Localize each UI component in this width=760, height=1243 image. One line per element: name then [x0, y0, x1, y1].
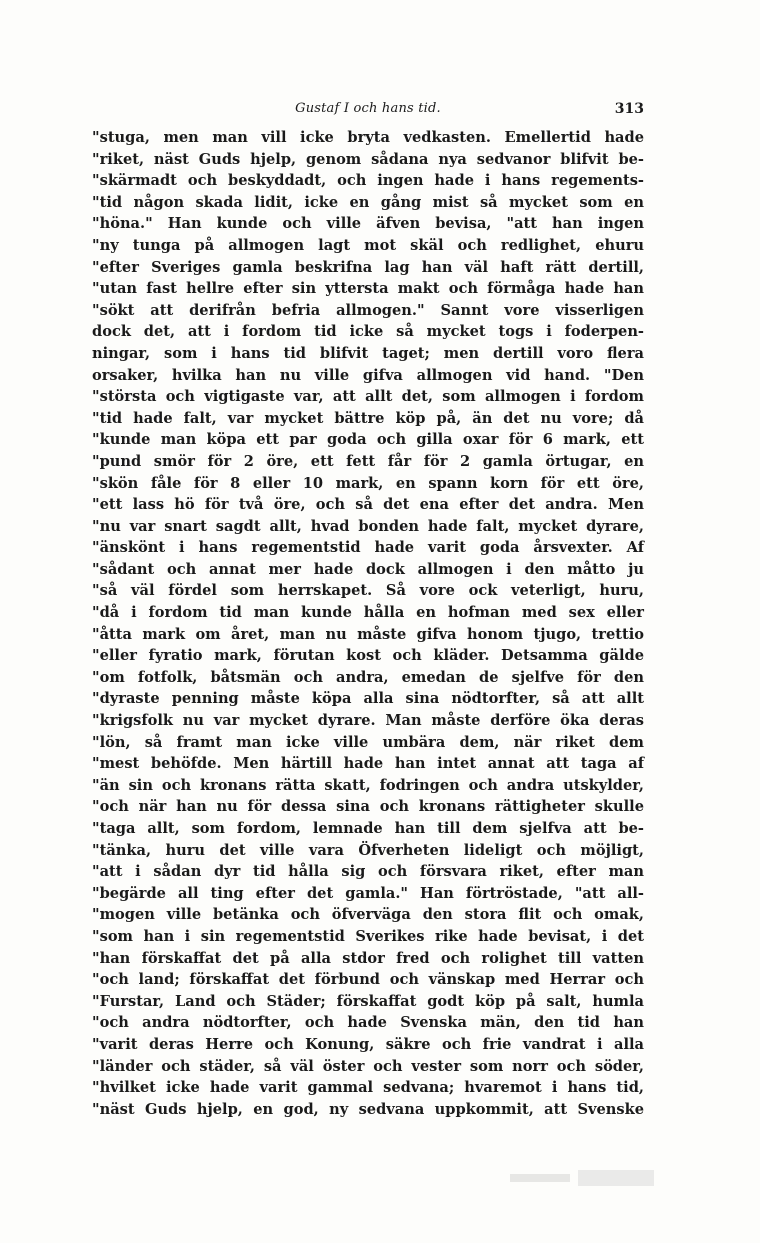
text-line: "att i sådan dyr tid hålla sig och försvara riket, efter man [92, 863, 644, 881]
text-line: "som han i sin regementstid Sverikes rike hade bevisat, i det [92, 927, 644, 945]
text-line: "om fotfolk, båtsmän och andra, emedan de sjelfve för den [92, 668, 644, 686]
text-line: "krigsfolk nu var mycket dyrare. Man måste derföre öka deras [92, 712, 644, 730]
text-line: "ett lass hö för två öre, och så det ena efter det andra. Men [92, 496, 644, 514]
text-line: "Furstar, Land och Städer; förskaffat godt köp på salt, humla [92, 992, 644, 1010]
text-line: "taga allt, som fordom, lemnade han till dem sjelfva att be- [92, 820, 644, 837]
text-line: "höna." Han kunde och ville äfven bevisa, "att han ingen [92, 215, 644, 233]
text-line: "än sin och kronans rätta skatt, fodringen och andra utskylder, [92, 776, 644, 794]
text-line: "skön fåle för 8 eller 10 mark, en spann korn för ett öre, [92, 474, 644, 492]
text-line: "kunde man köpa ett par goda och gilla oxar för 6 mark, ett [92, 431, 644, 449]
text-line: "eller fyratio mark, förutan kost och kläder. Detsamma gälde [92, 647, 644, 665]
text-line: "lön, så framt man icke ville umbära dem, när riket dem [92, 733, 644, 751]
library-stamp-mark [508, 1168, 658, 1190]
text-line: "och land; förskaffat det förbund och vänskap med Herrar och [92, 971, 644, 989]
text-line: "ny tunga på allmogen lagt mot skäl och redlighet, ehuru [92, 236, 644, 254]
text-line: "länder och städer, så väl öster och vester som norr och söder, [92, 1057, 644, 1075]
text-line: ningar, som i hans tid blifvit taget; men dertill voro flera [92, 344, 644, 362]
text-line: "änskönt i hans regementstid hade varit goda årsvexter. Af [92, 539, 644, 557]
text-line: "stuga, men man vill icke bryta vedkasten. Emellertid hade [92, 129, 644, 146]
text-line: "skärmadt och beskyddadt, och ingen hade i hans regements- [92, 172, 644, 190]
text-line: "han förskaffat det på alla stdor fred och rolighet till vatten [92, 949, 644, 967]
text-line: "mest behöfde. Men härtill hade han intet annat att taga af [92, 755, 644, 773]
page-number: 313 [614, 101, 644, 117]
text-line: "åtta mark om året, man nu måste gifva honom tjugo, trettio [92, 625, 644, 643]
text-line: "och andra nödtorfter, och hade Svenska män, den tid han [92, 1014, 644, 1032]
text-line: "tid någon skada lidit, icke en gång mist så mycket som en [92, 193, 644, 211]
text-line: "så väl fördel som herrskapet. Så vore ock veterligt, huru, [92, 582, 644, 600]
text-line: "riket, näst Guds hjelp, genom sådana nya sedvanor blifvit be- [92, 150, 644, 168]
running-title: Gustaf I och hans tid. [295, 101, 441, 116]
text-line: "då i fordom tid man kunde hålla en hofman med sex eller [92, 604, 644, 622]
running-head [92, 100, 644, 122]
text-line: "tänka, huru det ville vara Öfverheten lideligt och möjligt, [92, 841, 644, 859]
text-line: "näst Guds hjelp, en god, ny sedvana uppkommit, att Svenske [92, 1100, 644, 1118]
text-line: dock det, att i fordom tid icke så mycket togs i foderpen- [92, 323, 644, 341]
text-line: "största och vigtigaste var, att allt det, som allmogen i fordom [92, 388, 644, 406]
text-line: "efter Sveriges gamla beskrifna lag han väl haft rätt dertill, [92, 258, 644, 276]
text-line: "dyraste penning måste köpa alla sina nödtorfter, så att allt [92, 690, 644, 708]
text-line: "tid hade falt, var mycket bättre köp på, än det nu vore; då [92, 409, 644, 427]
text-line: "varit deras Herre och Konung, säkre och frie vandrat i alla [92, 1035, 644, 1053]
text-line: "utan fast hellre efter sin yttersta makt och förmåga hade han [92, 280, 644, 298]
text-line: "sökt att derifrån befria allmogen." Sannt vore visserligen [92, 301, 644, 319]
text-line: "hvilket icke hade varit gammal sedvana; hvaremot i hans tid, [92, 1079, 644, 1097]
body-text [92, 127, 644, 1120]
text-line: "och när han nu för dessa sina och kronans rättigheter skulle [92, 798, 644, 816]
text-line: "sådant och annat mer hade dock allmogen i den måtto ju [92, 560, 644, 578]
text-line: "nu var snart sagdt allt, hvad bonden hade falt, mycket dyrare, [92, 517, 644, 535]
text-line: orsaker, hvilka han nu ville gifva allmogen vid hand. "Den [92, 366, 644, 384]
text-line: "pund smör för 2 öre, ett fett får för 2 gamla örtugar, en [92, 452, 644, 470]
text-line: "mogen ville betänka och öfverväga den stora flit och omak, [92, 906, 644, 924]
text-line: "begärde all ting efter det gamla." Han förtröstade, "att all- [92, 884, 644, 902]
